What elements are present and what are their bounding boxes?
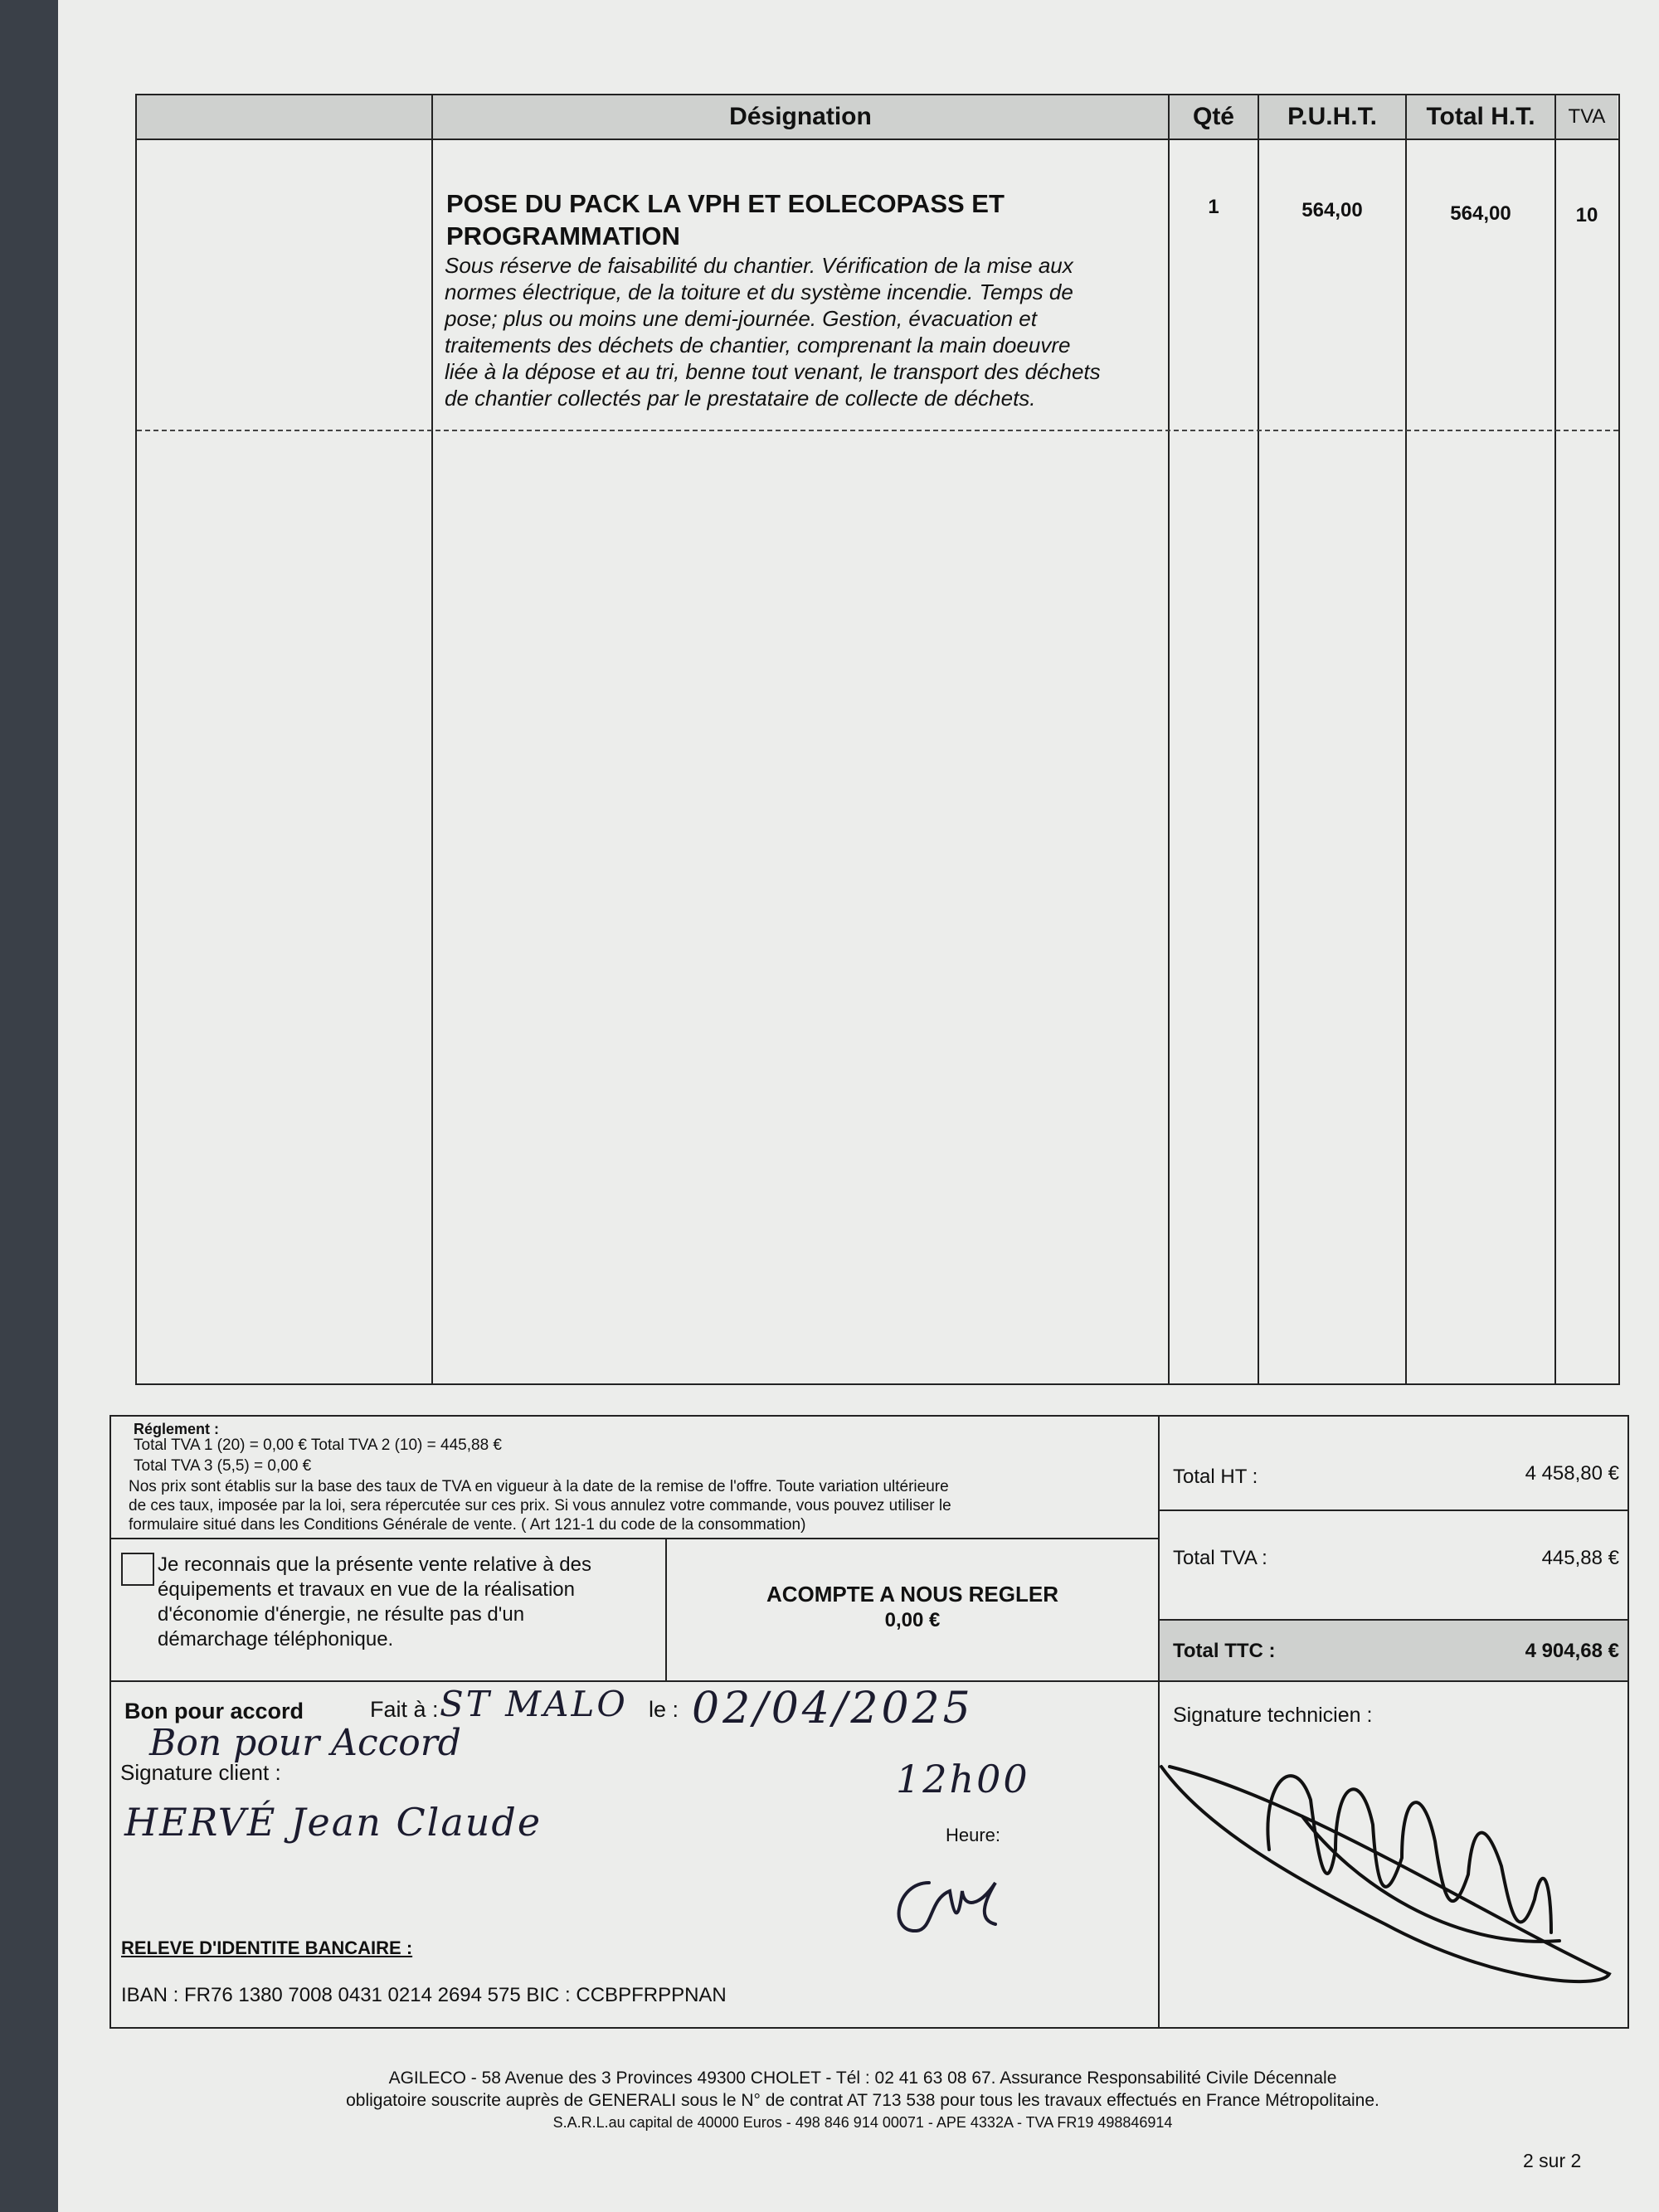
reglement-section — [129, 1420, 1149, 1534]
declaration-line: démarchage téléphonique. — [158, 1628, 394, 1650]
technician-signature — [1136, 1733, 1634, 1999]
iban-line: IBAN : FR76 1380 7008 0431 0214 2694 575 BIC : CCBPFRPPNAN — [121, 1984, 727, 2006]
acompte-label: ACOMPTE A NOUS REGLER — [766, 1582, 1058, 1607]
header-designation: Désignation — [433, 95, 1168, 139]
reglement-notice-line: Nos prix sont établis sur la base des taux de TVA en vigueur à la date de la remise de l'offre. Toute variation ultérieure — [129, 1478, 949, 1495]
declaration-line: équipements et travaux en vue de la réalisation — [158, 1578, 575, 1601]
fait-a-label: Fait à : — [370, 1697, 439, 1722]
header-total-ht: Total H.T. — [1407, 95, 1554, 139]
signature-tech-label: Signature technicien : — [1173, 1704, 1373, 1727]
client-signature — [871, 1858, 1020, 1949]
bon-pour-accord-label: Bon pour accord — [124, 1699, 304, 1723]
total-tva-label: Total TVA : — [1173, 1547, 1267, 1569]
reglement-notice-line: de ces taux, imposée par la loi, sera répercutée sur ces prix. Si vous annulez votre commande, vous pouvez utiliser le — [129, 1497, 951, 1514]
header-blank — [137, 95, 431, 139]
item-title-line-2: PROGRAMMATION — [446, 221, 680, 250]
total-ht-value: 4 458,80 € — [1525, 1462, 1619, 1485]
item-description — [445, 252, 1166, 411]
signature-client-label: Signature client : — [120, 1760, 281, 1785]
company-footer — [141, 2067, 1584, 2134]
client-name: HERVÉ Jean Claude — [124, 1800, 542, 1845]
time-value: 12h00 — [896, 1757, 1030, 1801]
fait-a-value: ST MALO — [440, 1684, 628, 1724]
page-number: 2 sur 2 — [1523, 2150, 1582, 2171]
declaration-line: Je reconnais que la présente vente relative à des — [158, 1553, 591, 1576]
reglement-tva-line: Total TVA 1 (20) = 0,00 € Total TVA 2 (10) = 445,88 € — [134, 1437, 502, 1454]
total-ht-label: Total HT : — [1173, 1466, 1258, 1488]
reglement-tva-line: Total TVA 3 (5,5) = 0,00 € — [134, 1457, 312, 1475]
declaration-text — [158, 1553, 664, 1652]
item-description-line: traitements des déchets de chantier, comprenant la main doeuvre — [445, 333, 1071, 357]
footer-line: obligatoire souscrite auprès de GENERALI sous le N° de contrat AT 713 538 pour tous les travaux effectués en France Métropolitaine. — [346, 2091, 1379, 2110]
item-description-line: de chantier collectés par le prestataire de collecte de déchets. — [445, 386, 1036, 411]
total-tva-value: 445,88 € — [1541, 1547, 1619, 1569]
item-title-line-1: POSE DU PACK LA VPH ET EOLECOPASS ET — [446, 189, 1005, 218]
header-puht: P.U.H.T. — [1259, 95, 1405, 139]
total-ttc-label: Total TTC : — [1173, 1640, 1276, 1662]
item-qty: 1 — [1208, 196, 1219, 218]
acompte-box — [667, 1581, 1158, 1634]
handwritten-accord: Bon pour Accord — [149, 1722, 461, 1764]
item-total-ht: 564,00 — [1450, 202, 1511, 225]
item-description-line: liée à la dépose et au tri, benne tout venant, le transport des déchets — [445, 359, 1101, 384]
declaration-checkbox[interactable] — [121, 1553, 154, 1586]
date-value: 02/04/2025 — [692, 1684, 974, 1733]
heure-label: Heure: — [946, 1825, 1001, 1845]
header-qty: Qté — [1170, 95, 1258, 139]
item-tva: 10 — [1575, 204, 1598, 226]
item-description-line: pose; plus ou moins une demi-journée. Gestion, évacuation et — [445, 306, 1037, 331]
item-puht: 564,00 — [1301, 199, 1363, 221]
total-ttc-value: 4 904,68 € — [1525, 1640, 1619, 1662]
item-title — [446, 187, 1160, 252]
date-label: le : — [649, 1697, 679, 1722]
item-description-line: Sous réserve de faisabilité du chantier. Vérification de la mise aux — [445, 253, 1073, 278]
reglement-title: Réglement : — [134, 1421, 220, 1437]
reglement-notice-line: formulaire situé dans les Conditions Générale de vente. ( Art 121-1 du code de la consommation) — [129, 1516, 806, 1534]
bank-title: RELEVE D'IDENTITE BANCAIRE : — [121, 1937, 413, 1958]
footer-line: AGILECO - 58 Avenue des 3 Provinces 49300 CHOLET - Tél : 02 41 63 08 67. Assurance Responsabilité Civile Décennale — [388, 2069, 1337, 2088]
acompte-value: 0,00 € — [884, 1609, 941, 1631]
header-tva: TVA — [1556, 95, 1618, 139]
item-description-line: normes électrique, de la toiture et du système incendie. Temps de — [445, 280, 1073, 304]
footer-line: S.A.R.L.au capital de 40000 Euros - 498 846 914 00071 - APE 4332A - TVA FR19 498846914 — [552, 2114, 1173, 2131]
document-page — [58, 0, 1659, 2212]
declaration-line: d'économie d'énergie, ne résulte pas d'un — [158, 1603, 525, 1626]
